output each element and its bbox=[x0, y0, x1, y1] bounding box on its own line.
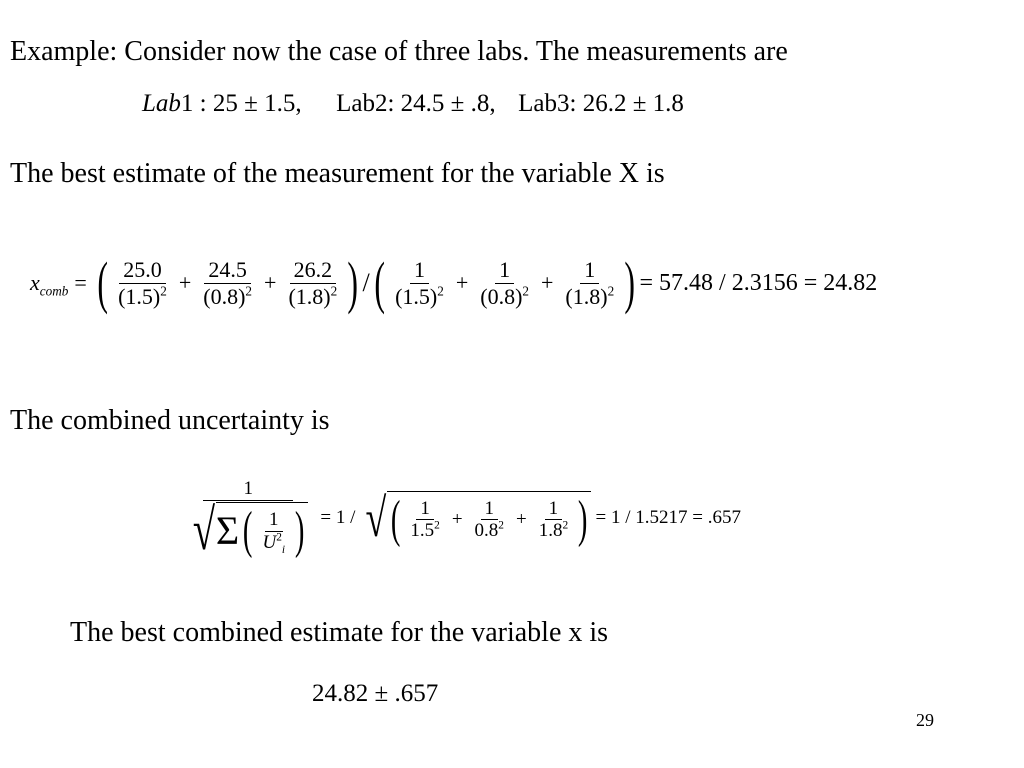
page-number: 29 bbox=[916, 710, 934, 730]
fraction: $\frac{1}{(0.8)^2}$ bbox=[480, 257, 529, 309]
fraction: $\frac{25.0}{(1.5)^2}$ bbox=[118, 257, 167, 309]
lab1-prefix: Lab bbox=[142, 90, 181, 117]
x-comb: $x_{comb}$ bbox=[30, 270, 69, 299]
best-combined-line: The best combined estimate for the variable x is bbox=[70, 617, 609, 648]
fraction: $\frac{26.2}{(1.8)^2}$ bbox=[288, 257, 338, 309]
weighted-mean-equation: $x_{comb}$ = ( $\frac{25.0}{(1.5)^2}$ + $\frac{24.5}{(0.8)^2}$ + $\frac{26.2}{(1.8)^2}$ ) / ( $\frac{1}{(1.5)^2}$ + $\frac{1}{(0.8)^2}$ + $\frac{1}{(1.8)^2}$ ) = 57.48 / 2.3156 = 24.82 bbox=[30, 250, 878, 315]
lab1-value: 1 : 25 ± 1.5, bbox=[180, 90, 302, 117]
weighted-mean-result: = 57.48 / 2.3156 = 24.82 bbox=[639, 269, 878, 296]
sigma-symbol: Σ bbox=[215, 508, 240, 554]
intro-line: Example: Consider now the case of three labs. The measurements are bbox=[10, 36, 788, 67]
final-value: 24.82 ± .657 bbox=[312, 680, 439, 707]
fraction: $\frac{24.5}{(0.8)^2}$ bbox=[203, 257, 253, 309]
uncertainty-result: = 1 / 1.5217 = .657 bbox=[595, 507, 741, 529]
best-estimate-line: The best estimate of the measurement for the variable X is bbox=[10, 158, 665, 189]
combined-uncertainty-equation: 1 √ Σ ( $\frac{1}{U^2_i}$ ) = 1 / √ ( $\frac{1}{1.5^2}$ + $\frac{1}{0.8^2}$ + $\frac{1}{1.8^2}$ ) = 1 / 1.5217 = .657 bbox=[182, 478, 741, 559]
square-root: √ Σ ( $\frac{1}{U^2_i}$ ) bbox=[188, 501, 308, 559]
square-root: √ ( $\frac{1}{1.5^2}$ + $\frac{1}{0.8^2}$ + $\frac{1}{1.8^2}$ ) bbox=[361, 491, 591, 546]
lab2-value: Lab2: 24.5 ± .8, bbox=[336, 90, 496, 117]
fraction: $\frac{1}{(1.8)^2}$ bbox=[565, 257, 615, 309]
combined-uncertainty-line: The combined uncertainty is bbox=[10, 405, 330, 436]
uncertainty-fraction: 1 √ Σ ( $\frac{1}{U^2_i}$ ) bbox=[184, 478, 312, 559]
lab3-value: Lab3: 26.2 ± 1.8 bbox=[518, 90, 684, 117]
fraction: $\frac{1}{(1.5)^2}$ bbox=[395, 257, 444, 309]
lab-measurements bbox=[142, 90, 684, 118]
